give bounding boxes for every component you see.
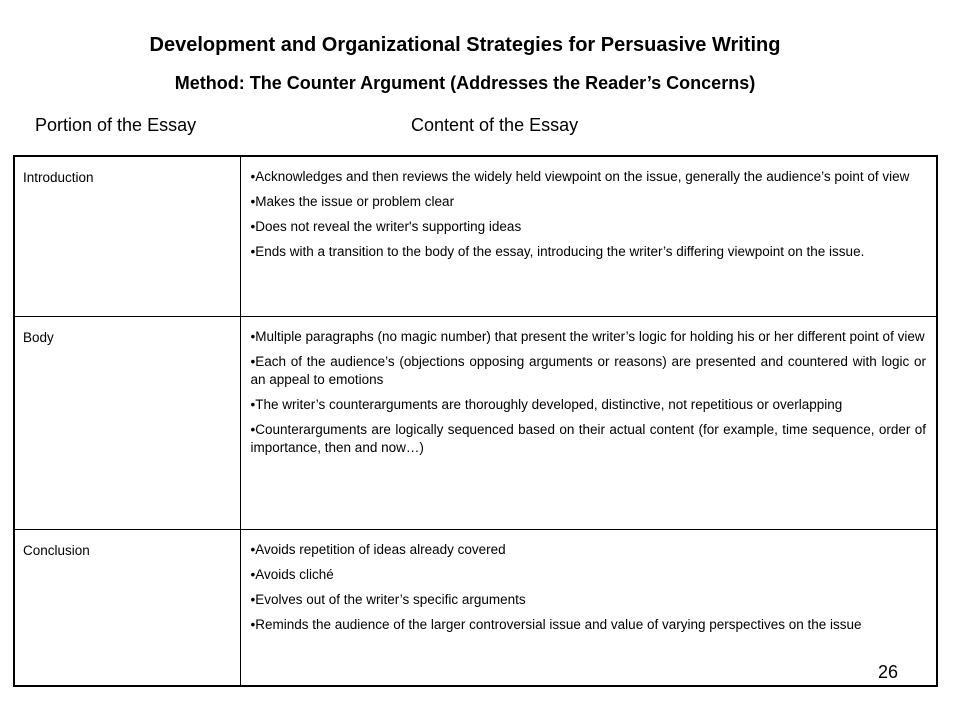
bullet-item: •Each of the audience’s (objections opposing arguments or reasons) are presented and countered with logic or an appeal to emotions [250,353,926,387]
bullet-item: •The writer’s counterarguments are thoroughly developed, distinctive, not repetitious or overlapping [250,396,843,412]
portion-cell-introduction: Introduction [14,156,240,316]
bullet-item: •Evolves out of the writer’s specific arguments [250,591,526,607]
bullet-item: •Makes the issue or problem clear [250,194,455,209]
content-cell-body [240,316,937,529]
bullet-item: •Avoids cliché [250,566,334,582]
portion-cell-body: Body [14,316,240,529]
page-subtitle: Method: The Counter Argument (Addresses the Reader’s Concerns) [174,73,756,93]
content-cell-conclusion [240,529,937,686]
bullet-item: •Does not reveal the writer's supporting ideas [250,219,522,234]
table-row-body [14,316,937,529]
bullet-item: •Reminds the audience of the larger controversial issue and value of varying perspectives on the issue [250,616,862,632]
bullet-item: •Acknowledges and then reviews the widely held viewpoint on the issue, generally the audience’s point of view [250,169,910,184]
page-number: 26 [878,662,899,682]
table-row-conclusion [14,529,937,686]
bullet-item: •Counterarguments are logically sequenced based on their actual content (for example, time sequence, order of importance, then and now…) [250,421,926,455]
column-header-content: Content of the Essay [411,115,579,135]
bullet-item: •Avoids repetition of ideas already covered [250,541,506,557]
bullet-item: •Ends with a transition to the body of the essay, introducing the writer’s differing viewpoint on the issue. [250,244,865,259]
content-cell-introduction [240,156,937,316]
essay-structure-table [13,155,938,687]
table-row-introduction [14,156,937,316]
column-header-portion: Portion of the Essay [35,115,197,135]
bullet-item: •Multiple paragraphs (no magic number) that present the writer’s logic for holding his or her different point of view [250,328,925,344]
portion-cell-conclusion: Conclusion [14,529,240,686]
page-title: Development and Organizational Strategies for Persuasive Writing [149,34,781,56]
